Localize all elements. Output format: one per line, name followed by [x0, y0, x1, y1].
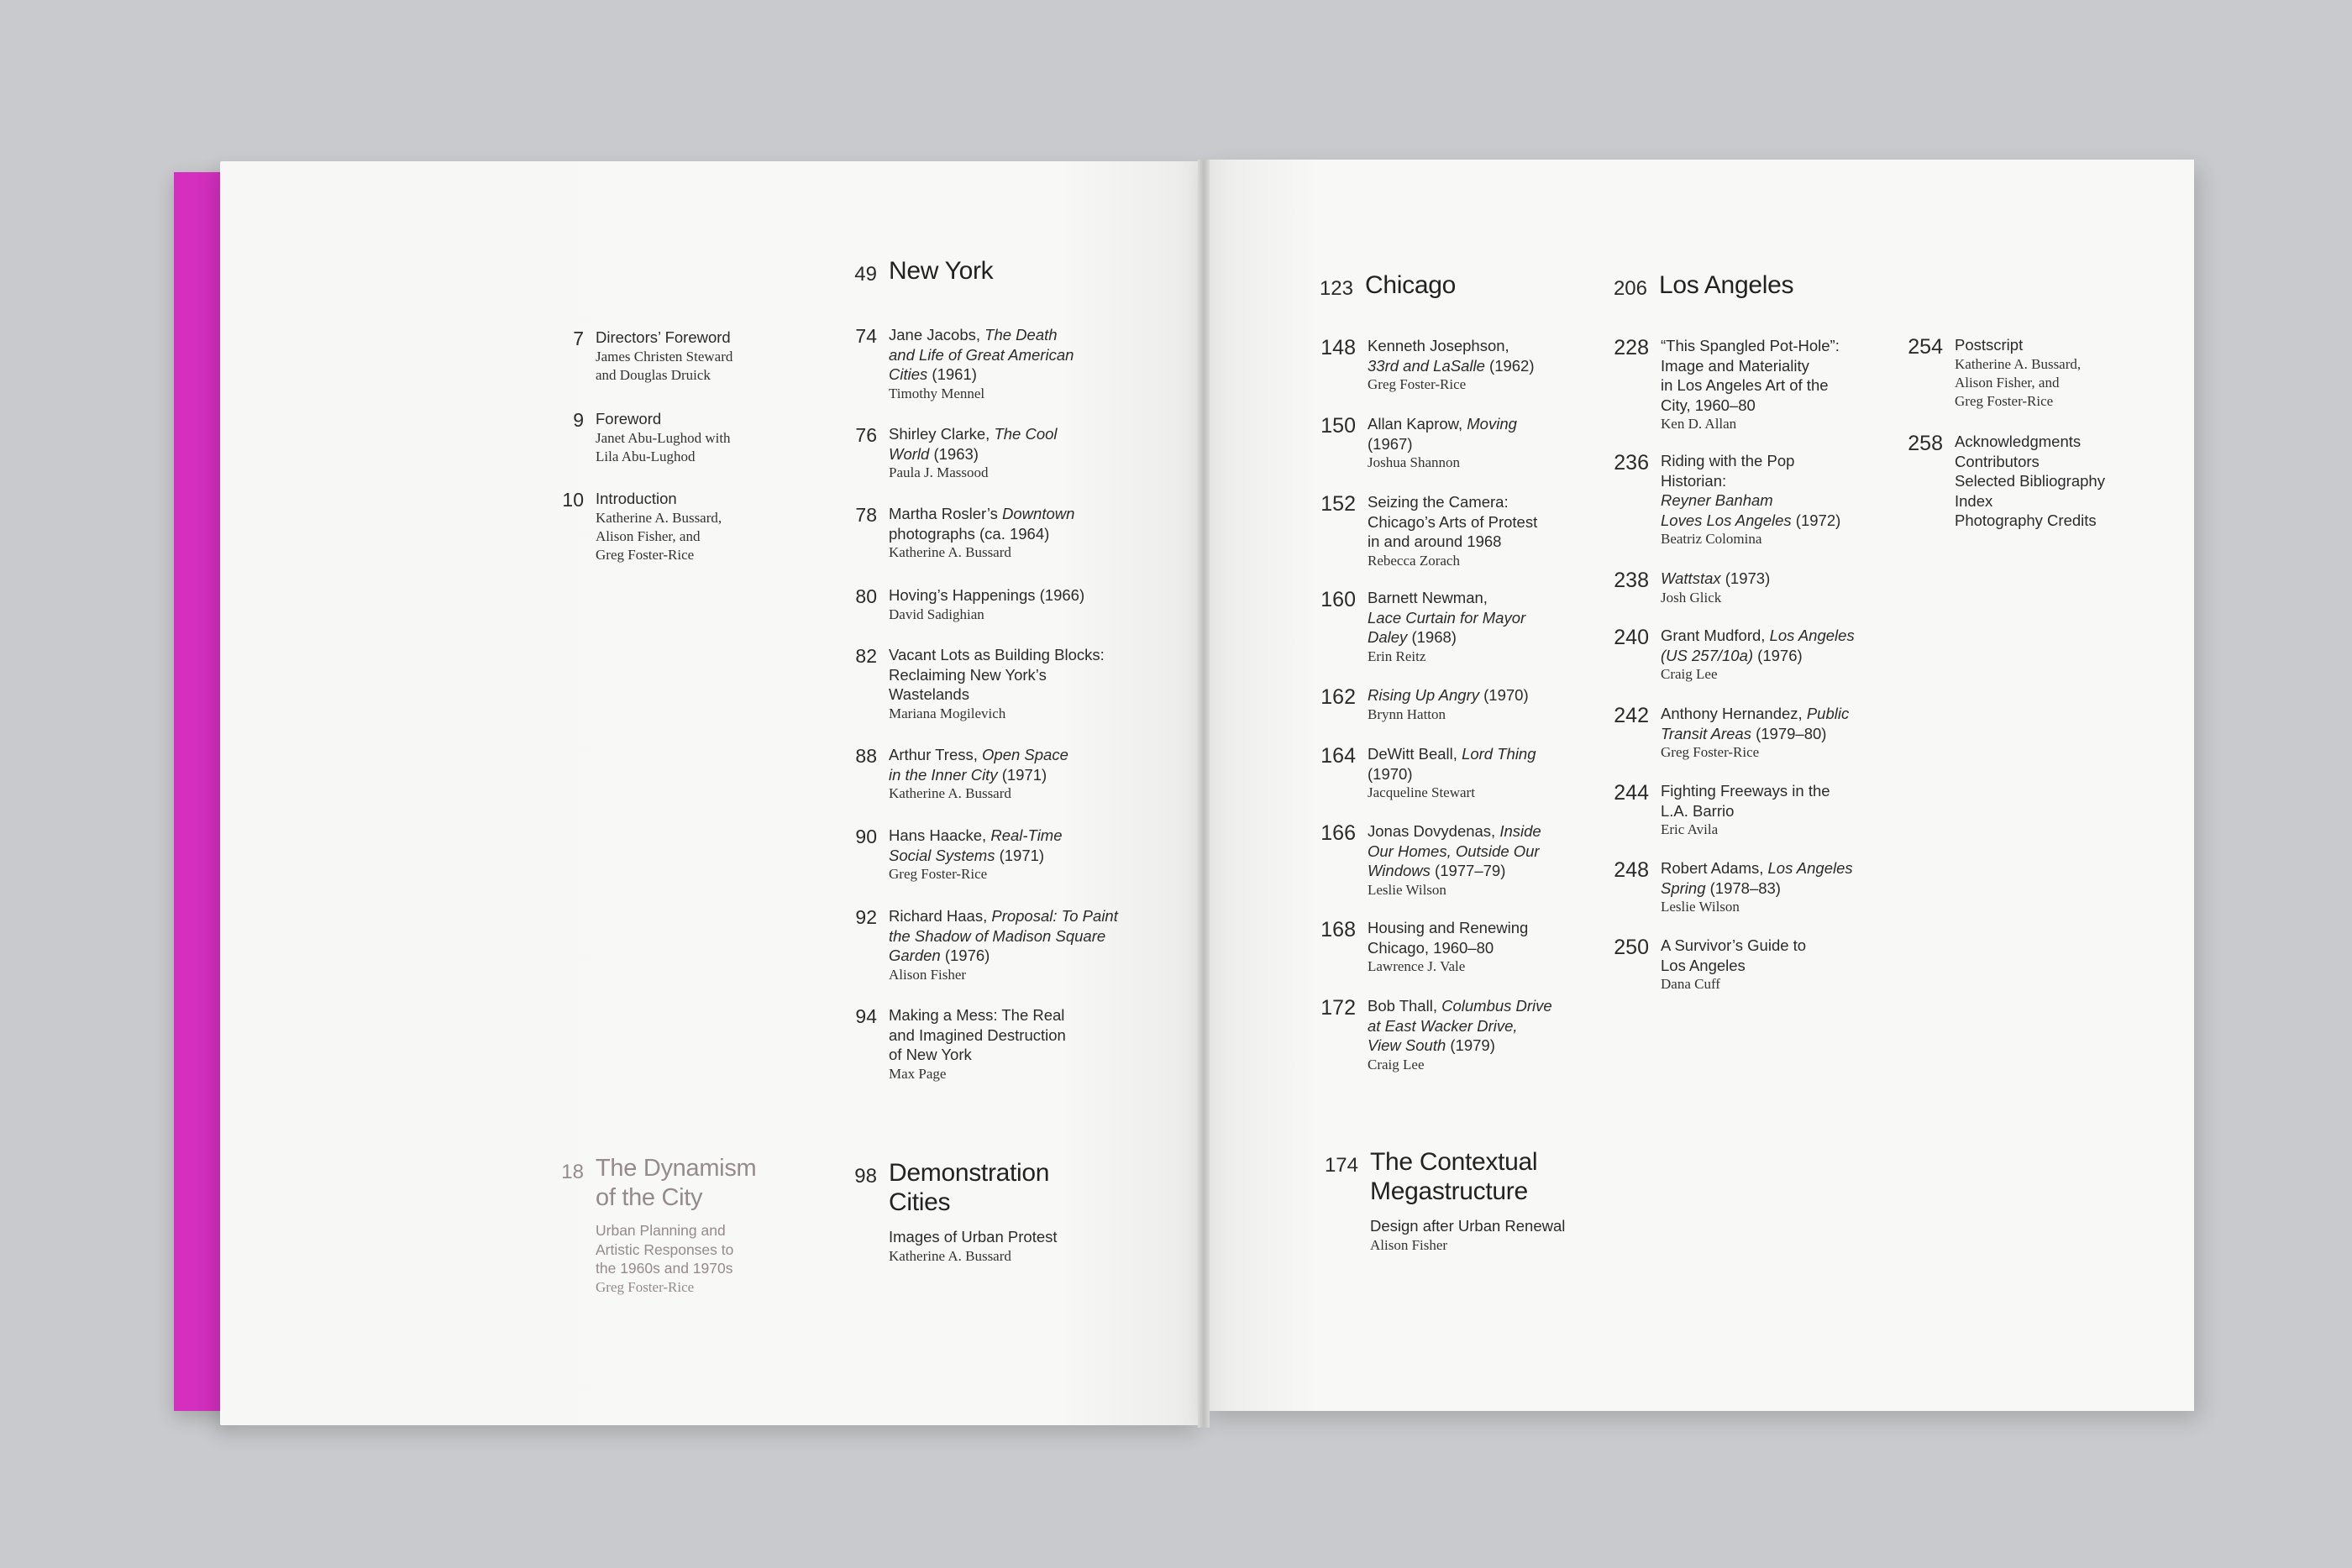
entry-author: Janet Abu-Lughod with Lila Abu-Lughod: [596, 429, 731, 464]
entry-author: Eric Avila: [1661, 821, 1719, 837]
entry-title: Vacant Lots as Building Blocks: Reclaiming New York’s Wastelands: [889, 646, 1105, 703]
entry-title: Housing and Renewing Chicago, 1960–80: [1368, 919, 1529, 957]
section-subtitle: Urban Planning and Artistic Responses to the 1960s and 1970s: [596, 1222, 734, 1277]
section-title: The Contextual Megastructure: [1370, 1148, 1538, 1205]
entry-author: Mariana Mogilevich: [889, 705, 1006, 721]
page-number: 238: [1614, 569, 1649, 592]
toc-entry: [562, 489, 722, 564]
page-number: 90: [855, 826, 877, 847]
toc-entry: [573, 328, 733, 385]
entry-title: Rising Up Angry (1970): [1368, 686, 1529, 704]
section-author: Alison Fisher: [1370, 1236, 1448, 1253]
page-number: 94: [855, 1005, 877, 1027]
entry-title: Martha Rosler’s Downtown photographs (ca. 1964): [889, 505, 1075, 543]
section-page-number: 123: [1319, 277, 1353, 300]
book-gutter: [1198, 160, 1210, 1428]
entry-author: Leslie Wilson: [1661, 899, 1740, 915]
toc-entry: [1320, 492, 1538, 570]
page-number: 254: [1908, 335, 1943, 359]
section-page-number: 49: [854, 263, 877, 286]
toc-entry: [1614, 858, 1853, 916]
entry-title: Anthony Hernandez, Public Transit Areas (1979–80): [1661, 705, 1850, 742]
entry-title: Jonas Dovydenas, Inside Our Homes, Outside Our Windows (1977–79): [1368, 822, 1541, 879]
page-number: 10: [562, 489, 584, 511]
entry-author: Katherine A. Bussard: [889, 785, 1011, 801]
section-heading-contextual: [1324, 1147, 1566, 1255]
toc-entry: [855, 745, 1068, 803]
entry-author: James Christen Steward and Douglas Druick: [596, 348, 733, 383]
entry-title: Barnett Newman, Lace Curtain for Mayor Daley (1968): [1368, 589, 1526, 646]
entry-author: Lawrence J. Vale: [1368, 958, 1466, 974]
section-title: Demonstration Cities: [889, 1159, 1050, 1216]
toc-entry: [1320, 918, 1529, 976]
page-number: 236: [1614, 451, 1649, 475]
entry-title: Riding with the Pop Historian: Reyner Banham Loves Los Angeles (1972): [1661, 452, 1841, 529]
entry-title: Directors’ Foreword: [596, 328, 731, 346]
page-number: 242: [1614, 704, 1649, 727]
entry-author: Katherine A. Bussard, Alison Fisher, and Greg Foster-Rice: [596, 509, 722, 563]
entry-title: A Survivor’s Guide to Los Angeles: [1661, 936, 1807, 974]
entry-author: Katherine A. Bussard: [889, 544, 1011, 560]
page-number: 166: [1320, 821, 1356, 845]
toc-entry: [1614, 781, 1830, 839]
page-number: 152: [1320, 492, 1356, 516]
entry-title: Arthur Tress, Open Space in the Inner City (1971): [889, 746, 1068, 784]
entry-author: Leslie Wilson: [1368, 881, 1446, 898]
section-heading-demonstration: [854, 1158, 1058, 1266]
entry-author: Beatriz Colomina: [1661, 531, 1762, 547]
toc-entry: [1320, 744, 1536, 802]
entry-author: Max Page: [889, 1065, 947, 1082]
toc-entry: [1320, 685, 1529, 724]
toc-entry: [1614, 704, 1850, 762]
entry-title: Introduction: [596, 490, 677, 507]
page-number: 9: [573, 409, 584, 431]
section-title: Chicago: [1365, 271, 1456, 299]
section-subtitle: Design after Urban Renewal: [1370, 1217, 1566, 1235]
entry-title: Foreword: [596, 410, 662, 427]
toc-entry: [855, 645, 1105, 723]
entry-title: Hoving’s Happenings (1966): [889, 586, 1085, 604]
toc-entry: [855, 504, 1075, 562]
page-number: 258: [1908, 432, 1943, 455]
page-number: 7: [573, 328, 584, 349]
page-number: 168: [1320, 918, 1356, 941]
section-heading-dynamism: [561, 1154, 757, 1297]
entry-author: Jacqueline Stewart: [1368, 784, 1475, 800]
toc-entry: [1614, 936, 1807, 994]
entry-title: DeWitt Beall, Lord Thing (1970): [1368, 745, 1536, 783]
entry-author: Alison Fisher: [889, 966, 967, 983]
toc-entry: [855, 325, 1074, 403]
toc-entry: [1320, 821, 1541, 899]
page-number: 240: [1614, 626, 1649, 649]
toc-entry: [855, 826, 1063, 884]
entry-author: Greg Foster-Rice: [1368, 376, 1467, 392]
toc-entry: [1320, 336, 1535, 394]
entry-title: Shirley Clarke, The Cool World (1963): [889, 425, 1058, 463]
entry-author: Rebecca Zorach: [1368, 552, 1460, 569]
page-number: 162: [1320, 685, 1356, 709]
entry-title: Hans Haacke, Real-Time Social Systems (1971): [889, 826, 1063, 864]
entry-author: David Sadighian: [889, 606, 984, 622]
section-heading-los-angeles: [1613, 270, 1794, 300]
entry-author: Katherine A. Bussard, Alison Fisher, and Greg Foster-Rice: [1955, 355, 2082, 409]
entry-title: Seizing the Camera: Chicago’s Arts of Protest in and around 1968: [1368, 493, 1538, 550]
toc-entry: [1908, 432, 2105, 531]
page-number: 164: [1320, 744, 1356, 768]
entry-author: Joshua Shannon: [1368, 454, 1461, 470]
entry-title: Jane Jacobs, The Death and Life of Great American Cities (1961): [889, 326, 1074, 383]
page-number: 76: [855, 424, 877, 446]
section-page-number: 174: [1324, 1154, 1358, 1177]
section-title: Los Angeles: [1659, 271, 1794, 299]
section-author: Katherine A. Bussard: [889, 1247, 1011, 1264]
entry-title: Grant Mudford, Los Angeles (US 257/10a) (1976): [1661, 627, 1855, 664]
entry-author: Brynn Hatton: [1368, 705, 1446, 722]
toc-entry: [855, 585, 1085, 624]
toc-entry: [1320, 588, 1526, 666]
entry-title: Acknowledgments Contributors Selected Bibliography Index Photography Credits: [1955, 433, 2105, 529]
entry-title: Bob Thall, Columbus Drive at East Wacker Drive, View South (1979): [1368, 997, 1552, 1054]
toc-entry: [1614, 626, 1855, 684]
page-number: 74: [855, 325, 877, 347]
page-number: 250: [1614, 936, 1649, 959]
toc-entry: [855, 906, 1118, 984]
entry-title: Fighting Freeways in the L.A. Barrio: [1661, 782, 1830, 820]
toc-entry: [1614, 336, 1840, 433]
entry-title: “This Spangled Pot-Hole”: Image and Materiality in Los Angeles Art of the City, 1960–80: [1661, 337, 1840, 414]
page-number: 244: [1614, 781, 1649, 805]
entry-title: Allan Kaprow, Moving (1967): [1368, 415, 1517, 453]
page-number: 248: [1614, 858, 1649, 882]
page-number: 148: [1320, 336, 1356, 359]
entry-title: Making a Mess: The Real and Imagined Destruction of New York: [889, 1006, 1066, 1063]
entry-author: Timothy Mennel: [889, 385, 985, 401]
page-number: 172: [1320, 996, 1356, 1020]
section-author: Greg Foster-Rice: [596, 1278, 695, 1295]
page-number: 160: [1320, 588, 1356, 611]
toc-entry: [1320, 414, 1517, 472]
section-heading-chicago: [1319, 270, 1456, 300]
entry-title: Wattstax (1973): [1661, 569, 1771, 587]
section-page-number: 98: [854, 1165, 877, 1188]
section-title: The Dynamism of the City: [596, 1155, 757, 1211]
toc-entry: [1614, 569, 1771, 607]
toc-entry: [1320, 996, 1552, 1074]
entry-author: Paula J. Massood: [889, 464, 989, 480]
entry-title: Postscript: [1955, 336, 2024, 354]
toc-entry: [855, 1005, 1066, 1083]
toc-entry: [1908, 335, 2082, 411]
page-number: 82: [855, 645, 877, 667]
page-number: 80: [855, 585, 877, 607]
page-number: 92: [855, 906, 877, 928]
toc-entry: [573, 409, 731, 466]
toc-entry: [855, 424, 1058, 482]
entry-author: Greg Foster-Rice: [1661, 744, 1760, 760]
section-subtitle: Images of Urban Protest: [889, 1228, 1058, 1245]
entry-author: Josh Glick: [1661, 589, 1722, 606]
entry-title: Kenneth Josephson, 33rd and LaSalle (1962): [1368, 337, 1535, 375]
entry-author: Craig Lee: [1661, 666, 1718, 682]
entry-author: Greg Foster-Rice: [889, 866, 988, 882]
page-number: 88: [855, 745, 877, 767]
section-page-number: 206: [1613, 277, 1647, 300]
entry-author: Ken D. Allan: [1661, 416, 1737, 432]
section-title: New York: [889, 257, 994, 285]
page-number: 228: [1614, 336, 1649, 359]
entry-author: Erin Reitz: [1368, 648, 1426, 664]
entry-title: Richard Haas, Proposal: To Paint the Shadow of Madison Square Garden (1976): [889, 907, 1118, 964]
entry-author: Craig Lee: [1368, 1056, 1425, 1072]
page-number: 78: [855, 504, 877, 526]
entry-title: Robert Adams, Los Angeles Spring (1978–83): [1661, 859, 1853, 897]
toc-entry: [1614, 451, 1841, 548]
page-number: 150: [1320, 414, 1356, 438]
section-heading-new-york: [854, 256, 994, 286]
section-page-number: 18: [561, 1161, 584, 1183]
entry-author: Dana Cuff: [1661, 976, 1720, 992]
